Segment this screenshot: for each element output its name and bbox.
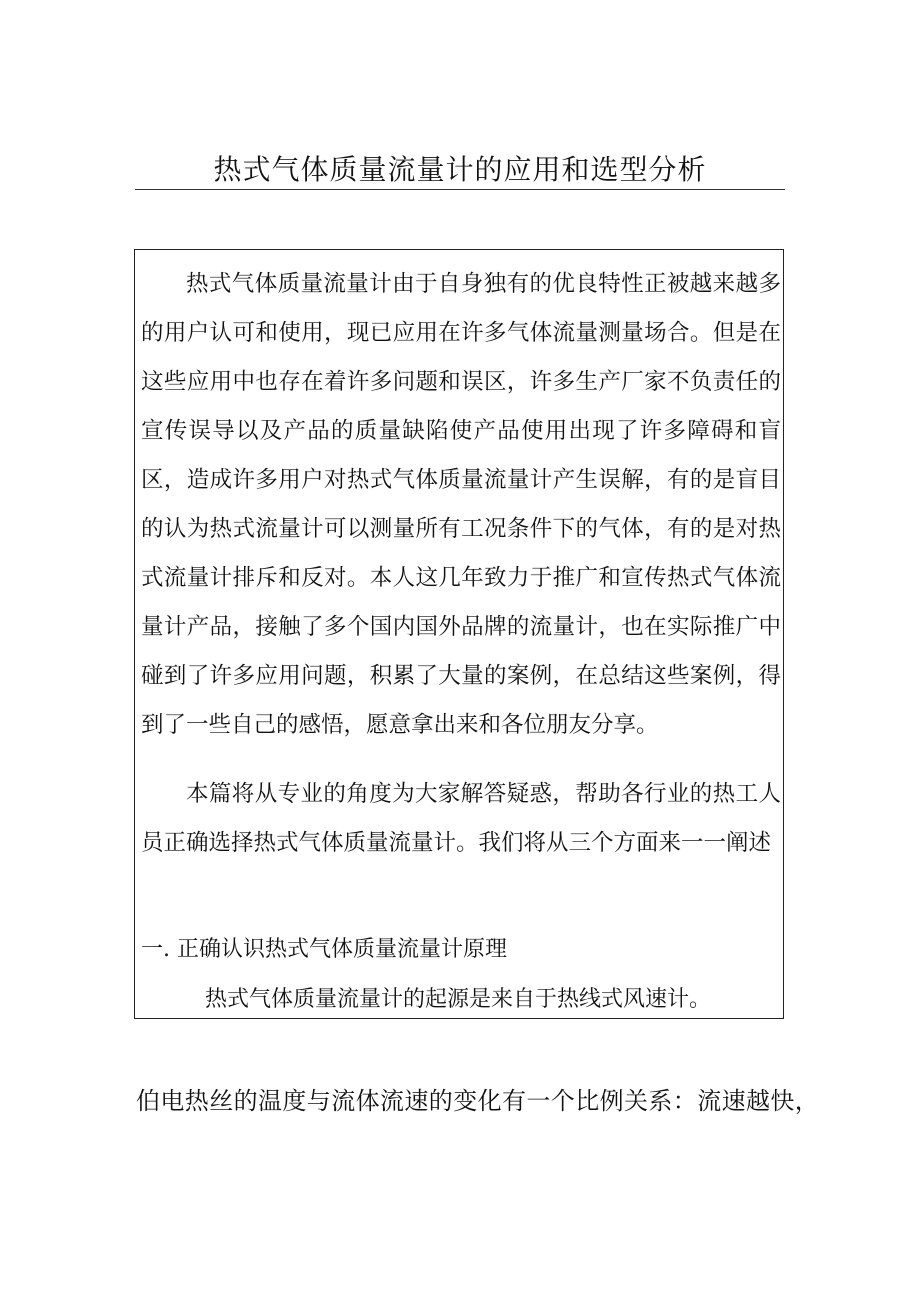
document-title: 热式气体质量流量计的应用和选型分析 (213, 153, 707, 186)
title-underline (135, 189, 785, 190)
section-heading: 一. 正确认识热式气体质量流量计原理 (141, 937, 507, 962)
intro-paragraph: 热式气体质量流量计由于自身独有的优良特性正被越来越多的用户认可和使用，现已应用在许多气体流量测量场合。但是在这些应用中也存在着许多问题和误区，许多生产厂家不负责任的宣传误导以及产品的质量缺陷使产品使用出现了许多障碍和盲区，造成许多用户对热式气体质量流量计产生误解，有的是盲目的认为热式流量计可以测量所有工况条件下的气体，有的是对热式流量计排斥和反对。本人这几年致力于推广和宣传热式气体流量计产品，接触了多个国内国外品牌的流量计，也在实际推广中碰到了许多应用问题，积累了大量的案例，在总结这些案例，得到了一些自己的感悟，愿意拿出来和各位朋友分享。 (141, 271, 781, 738)
framed-text-box (134, 249, 784, 1019)
purpose-paragraph: 本篇将从专业的角度为大家解答疑惑，帮助各行业的热工人员正确选择热式气体质量流量计。我们将从三个方面来一一阐述 (141, 781, 781, 856)
section-first-line: 热式气体质量流量计的起源是来自于热线式风速计。 (205, 987, 712, 1012)
continuation-text-line: 伯电热丝的温度与流体流速的变化有一个比例关系：流速越快， (136, 1087, 820, 1115)
